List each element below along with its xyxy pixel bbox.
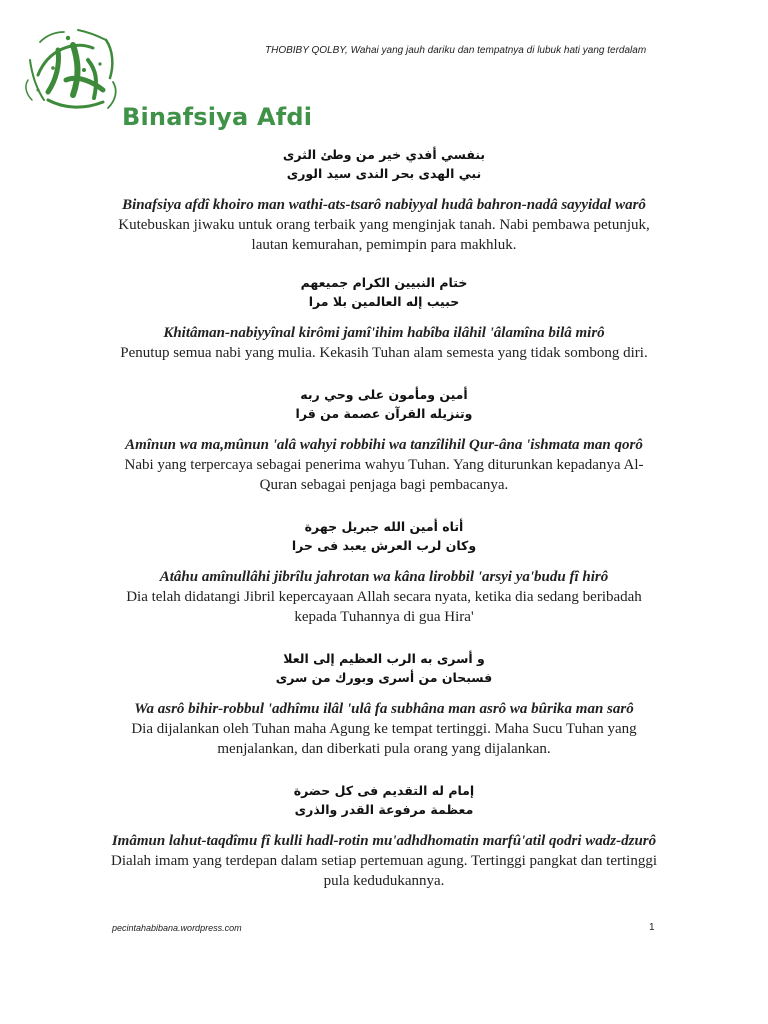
arabic-verse [110, 517, 658, 555]
translation: Dia dijalankan oleh Tuhan maha Agung ke tempat tertinggi. Maha Sucu Tuhan yang menjalankan, dan diberkati pula orang yang dijalankan. [131, 721, 637, 757]
stanza [110, 517, 658, 627]
stanza [110, 273, 658, 363]
arabic-line: أتاه أمين الله جبريل جهرة [304, 519, 464, 534]
arabic-line: أمين ومأمون على وحي ربه [300, 387, 468, 402]
transliteration: Atâhu amînullâhi jibrîlu jahrotan wa kâna lirobbil 'arsyi ya'budu fî hirô [159, 569, 609, 585]
arabic-line: فسبحان من أسرى وبورك من سرى [275, 670, 493, 685]
transliteration: Amînun wa ma,mûnun 'alâ wahyi robbihi wa tanzîlihil Qur-âna 'ishmata man qorô [125, 437, 643, 453]
stanza [110, 145, 658, 255]
translation: Nabi yang terpercaya sebagai penerima wahyu Tuhan. Yang diturunkan kepadanya Al-Quran sebagai penjaga bagi pembacanya. [124, 457, 644, 493]
footer-site-link[interactable]: pecintahabibana.wordpress.com [112, 923, 242, 933]
arabic-line: بنفسي أفدي خير من وطئ الثرى [282, 147, 486, 162]
header-text: THOBIBY QOLBY, Wahai yang jauh dariku dan tempatnya di lubuk hati yang terdalam [265, 45, 647, 56]
translation: Dialah imam yang terdepan dalam setiap pertemuan agung. Tertinggi pangkat dan tertinggi pula kedudukannya. [111, 853, 657, 889]
arabic-line: نبي الهدى بحر الندى سيد الورى [286, 166, 482, 181]
stanza [110, 781, 658, 891]
translation: Penutup semua nabi yang mulia. Kekasih Tuhan alam semesta yang tidak sombong diri. [120, 345, 648, 361]
transliteration: Khitâman-nabiyyînal kirômi jamî'ihim habîba ilâhil 'âlamîna bilâ mirô [163, 325, 605, 341]
stanza [110, 649, 658, 759]
arabic-verse [110, 781, 658, 819]
arabic-line: وكان لرب العرش يعبد فى حرا [291, 538, 477, 553]
stanza [110, 385, 658, 495]
arabic-verse [110, 273, 658, 311]
arabic-line: معظمة مرفوعة القدر والذرى [294, 802, 474, 817]
page-title: Binafsiya Afdi [122, 103, 313, 131]
translation: Kutebuskan jiwaku untuk orang terbaik yang menginjak tanah. Nabi pembawa petunjuk, lautan kemurahan, pemimpin para makhluk. [118, 217, 650, 253]
translation: Dia telah didatangi Jibril kepercayaan Allah secara nyata, ketika dia sedang beribadah kepada Tuhannya di gua Hira' [126, 589, 642, 625]
arabic-line: و أسرى به الرب العظيم إلى العلا [283, 651, 485, 666]
poem-content [110, 145, 658, 891]
arabic-line: إمام له التقديم فى كل حضرة [293, 783, 475, 798]
arabic-line: وتنزيله القرآن عصمة من قرا [295, 406, 473, 421]
transliteration: Binafsiya afdî khoiro man wathi-ats-tsarô nabiyyal hudâ bahron-nadâ sayyidal warô [122, 197, 646, 213]
muhammad-calligraphy-icon [18, 20, 130, 120]
arabic-verse [110, 385, 658, 423]
transliteration: Wa asrô bihir-robbul 'adhîmu ilâl 'ulâ fa subhâna man asrô wa bûrika man sarô [134, 701, 634, 717]
arabic-line: ختام النبيين الكرام جميعهم [300, 275, 468, 290]
arabic-verse [110, 145, 658, 183]
transliteration: Imâmun lahut-taqdîmu fî kulli hadl-rotin mu'adhdhomatin marfû'atil qodri wadz-dzurô [111, 833, 657, 849]
arabic-line: حبيب إله العالمين بلا مرا [308, 294, 460, 309]
arabic-verse [110, 649, 658, 687]
page-number: 1 [649, 922, 655, 933]
